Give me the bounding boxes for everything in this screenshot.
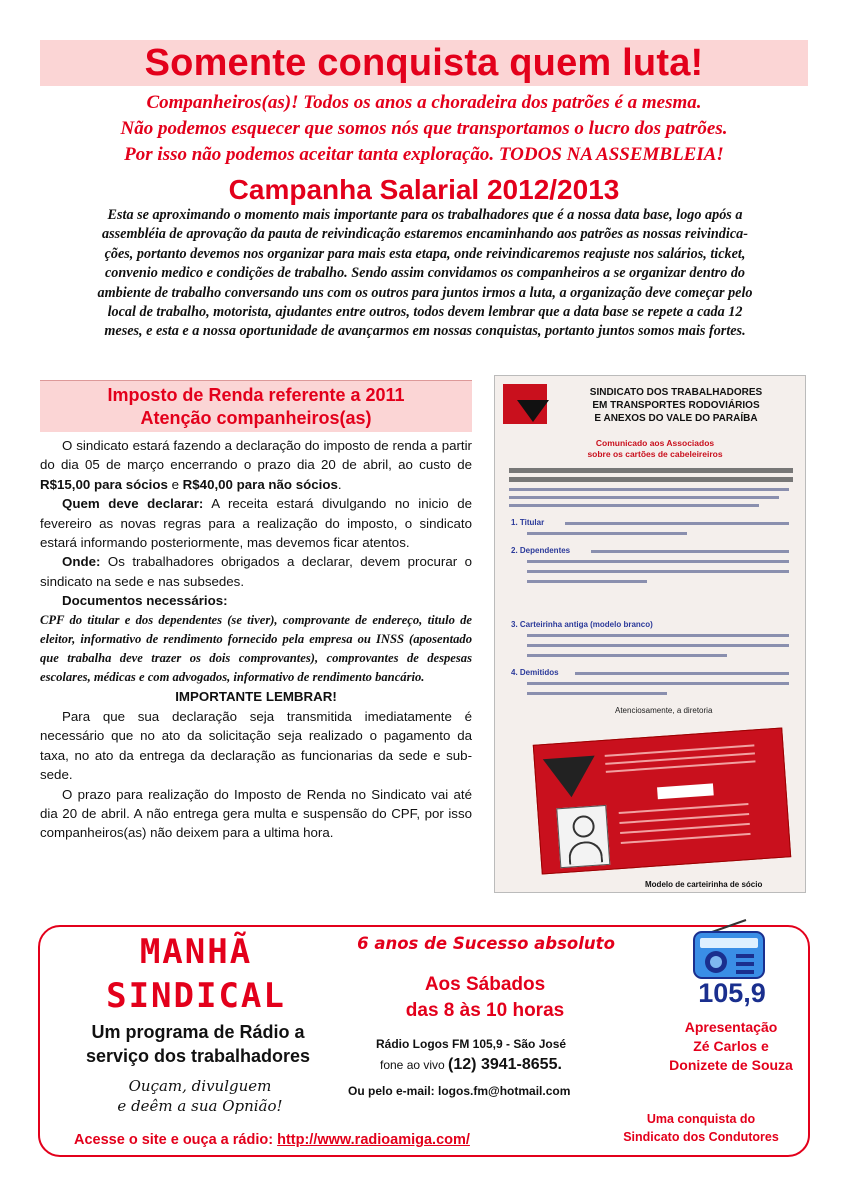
station-name: Rádio Logos FM 105,9 - São José xyxy=(376,1037,567,1051)
imposto-paragraph xyxy=(40,436,472,494)
imposto-paragraph: O prazo para realização do Imposto de Renda no Sindicato vai até dia 20 de abril. A não entrega gera multa e suspensão do CPF, por isso companheiros(as) não deixem para a ultima hora. xyxy=(40,786,472,841)
campaign-title: Campanha Salarial 2012/2013 xyxy=(228,174,620,205)
flyer-text-line xyxy=(527,560,789,563)
text-span: . xyxy=(337,476,342,492)
member-photo xyxy=(556,805,610,868)
flyer-text-line xyxy=(509,468,793,473)
flyer-text-line xyxy=(527,634,789,637)
flyer-text-line xyxy=(509,496,779,499)
imposto-paragraph xyxy=(40,552,472,591)
radio-icon xyxy=(690,918,768,982)
site-link[interactable]: http://www.radioamiga.com/ xyxy=(277,1132,470,1148)
intro-line: Companheiros(as)! Todos os anos a choradeira dos patrões é a mesma. xyxy=(146,92,702,113)
flyer-text-line xyxy=(509,488,789,491)
flyer-text-line xyxy=(565,522,789,525)
flyer-item: 3. Carteirinha antiga (modelo branco) xyxy=(511,620,653,629)
quem-label: Quem deve declarar: xyxy=(62,496,204,512)
flyer-text-line xyxy=(591,550,789,553)
phone-number: (12) 3941-8655. xyxy=(448,1056,562,1073)
program-desc-line: Um programa de Rádio a xyxy=(91,1022,305,1042)
person-icon xyxy=(572,815,595,838)
email-line: Ou pelo e-mail: logos.fm@hotmail.com xyxy=(348,1084,571,1098)
card-text-line xyxy=(621,833,751,844)
flyer-sub-line: Comunicado aos Associados xyxy=(595,438,715,448)
card-text-line xyxy=(619,803,749,814)
card-name-field xyxy=(657,783,714,799)
schedule-line: Aos Sábados xyxy=(424,974,546,995)
listen-line: Ouçam, divulguem xyxy=(128,1077,272,1095)
text-span: A receita estará divulgando no inicio de fevereiro as novas regras para a realização do imposto, o sindicato estará informando posteriormente, mas devemos ficar atentos. xyxy=(40,496,472,551)
campaign-line: convenio medico e condições de trabalho. Sendo assim convidamos os companheiros a se organizar dentro do xyxy=(104,265,746,282)
flyer-text-line xyxy=(509,504,759,507)
flyer-text-line xyxy=(527,654,727,657)
bird-icon xyxy=(517,400,549,422)
flyer-text-line xyxy=(527,532,687,535)
important-label: IMPORTANTE LEMBRAR! xyxy=(175,689,337,705)
presenters-line: Zé Carlos e xyxy=(693,1038,769,1054)
flyer-text-line xyxy=(527,692,667,695)
intro-line: Por isso não podemos aceitar tanta exploração. TODOS NA ASSEMBLEIA! xyxy=(124,144,724,165)
docs-label xyxy=(40,591,472,610)
main-title: Somente conquista quem luta! xyxy=(40,40,808,86)
program-title xyxy=(64,930,328,1018)
conquista-line: Sindicato dos Condutores xyxy=(623,1130,779,1144)
flyer-item: 4. Demitidos xyxy=(511,668,559,677)
flyer-closing: Atenciosamente, a diretoria xyxy=(615,706,713,715)
intro-text xyxy=(40,90,808,168)
presenters-line: Donizete de Souza xyxy=(669,1057,793,1073)
text-span: Os trabalhadores obrigados a declarar, devem procurar o sindicato na sede e nas subsedes. xyxy=(40,554,472,589)
intro-line: Não podemos esquecer que somos nós que transportamos o lucro dos patrões. xyxy=(120,118,728,139)
listen-line: e deêm a sua Opnião! xyxy=(117,1097,283,1115)
imposto-header xyxy=(40,380,472,432)
conquista-line: Uma conquista do xyxy=(646,1112,756,1126)
text-span: O sindicato estará fazendo a declaração do imposto de renda a partir do dia 05 de março encerrando o prazo dia 20 de abril, ao custo de xyxy=(40,438,472,473)
flyer-item: 2. Dependentes xyxy=(511,546,571,555)
presenters-line: Apresentação xyxy=(684,1019,778,1035)
docs-list: CPF do titular e dos dependentes (se tiver), comprovante de endereço, titulo de eleitor, informativo de rendimento fornecido pela empresa ou INSS (aposentado que trabalha deve trazer os dois comprovantes), comprovantes de despesas escolares, médicas e com advogados, informativo de rendimento bancário. xyxy=(40,612,472,685)
flyer-header xyxy=(553,386,799,425)
schedule-line: das 8 às 10 horas xyxy=(405,1000,565,1021)
flyer-text-line xyxy=(527,570,789,573)
campaign-line: meses, e esta e a nossa oportunidade de avançarmos em nossas conquistas, portanto juntos somos mais fortes. xyxy=(104,323,746,340)
flyer-caption: Modelo de carteirinha de sócio xyxy=(645,880,763,889)
member-card xyxy=(533,727,791,874)
onde-label: Onde: xyxy=(62,554,101,570)
price-nao-socios: R$40,00 para não sócios xyxy=(182,476,338,492)
price-socios: R$15,00 para sócios xyxy=(40,476,168,492)
text-span: e xyxy=(167,476,183,492)
success-tagline: 6 anos de Sucesso absoluto xyxy=(357,934,615,953)
flyer-text-line xyxy=(527,644,789,647)
site-line xyxy=(74,1132,584,1148)
campaign-body xyxy=(36,206,814,342)
program-description xyxy=(48,1020,348,1068)
frequency: 105,9 xyxy=(698,978,766,1008)
listen-note xyxy=(80,1076,320,1116)
flyer-text-line xyxy=(575,672,789,675)
flyer-text-line xyxy=(509,477,793,482)
campaign-line: assembléia de aprovação da pauta de reivindicação estaremos encaminhando aos patrões as nossas reivindica- xyxy=(102,226,748,243)
program-title-line: SINDICAL xyxy=(106,976,286,1016)
card-text-line xyxy=(619,813,749,824)
flyer-item: 1. Titular xyxy=(511,518,545,527)
campaign-line: local de trabalho, motorista, ajudantes entre outros, todos devem lembrar que a data base se repete a cada 12 xyxy=(107,304,743,321)
flyer-sub-line: sobre os cartões de cabeleireiros xyxy=(587,449,723,459)
conquista-note xyxy=(596,1110,806,1146)
campaign-line: Esta se aproximando o momento mais importante para os trabalhadores que é a nossa data base, logo após a xyxy=(107,207,743,223)
presenters xyxy=(646,1018,816,1075)
phone-label: fone ao vivo xyxy=(380,1058,449,1072)
schedule xyxy=(340,972,630,1024)
program-desc-line: serviço dos trabalhadores xyxy=(85,1046,311,1066)
flyer-header-line: E ANEXOS DO VALE DO PARAÍBA xyxy=(594,413,758,424)
imposto-body xyxy=(40,436,472,843)
flyer-header-line: EM TRANSPORTES RODOVIÁRIOS xyxy=(592,400,760,411)
flyer-text-line xyxy=(527,580,647,583)
campaign-line: ções, portanto devemos nos organizar para mais esta etapa, onde reivindicaremos reajuste nos salários, ticket, xyxy=(104,245,746,262)
campaign-line: ambiente de trabalho conversando uns com os outros para juntos irmos a luta, a organização deve começar pelo xyxy=(97,284,753,301)
imposto-title-line: Imposto de Renda referente a 2011 xyxy=(107,385,405,405)
flyer-header-line: SINDICATO DOS TRABALHADORES xyxy=(589,387,763,398)
phone-line xyxy=(380,1056,562,1074)
flyer-text-line xyxy=(527,682,789,685)
union-logo xyxy=(503,384,547,424)
person-body xyxy=(568,840,603,864)
imposto-paragraph xyxy=(40,494,472,552)
flyer-subtitle xyxy=(515,438,795,460)
imposto-title-line: Atenção companheiros(as) xyxy=(140,408,372,428)
docs-label-text: Documentos necessários: xyxy=(62,593,228,609)
site-label: Acesse o site e ouça a rádio: xyxy=(74,1132,278,1148)
flyer-image xyxy=(494,375,806,893)
program-title-line: MANHÃ xyxy=(139,932,253,972)
card-text-line xyxy=(620,823,750,834)
bird-icon xyxy=(543,756,598,800)
imposto-paragraph: Para que sua declaração seja transmitida imediatamente é necessário que no ato da solicitação seja realizado o pagamento da taxa, no ato da entrega da declaração as funcionarias da sede e sub-sede. xyxy=(40,708,472,783)
